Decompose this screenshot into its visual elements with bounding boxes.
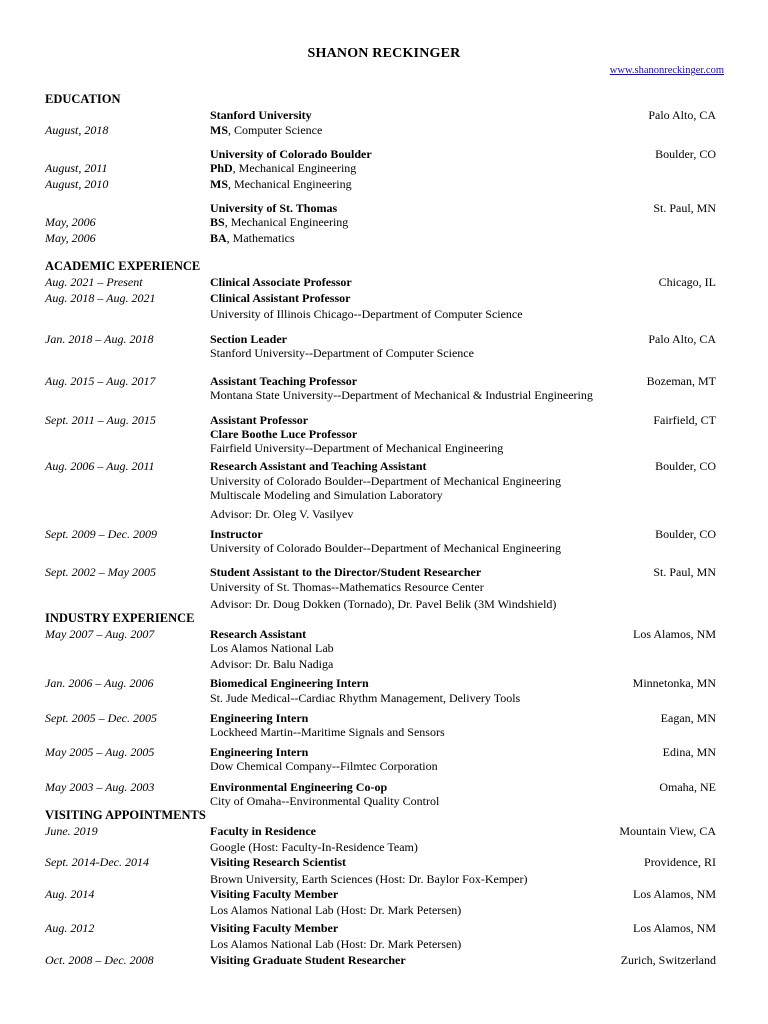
organization: University of Colorado Boulder--Department of Mechanical Engineering [210,474,561,488]
date: Jan. 2006 – Aug. 2006 [45,676,154,690]
website-link[interactable]: www.shanonreckinger.com [609,65,724,76]
job-title: Assistant Teaching Professor [210,374,358,388]
job-row [0,854,768,870]
degree-row [0,176,768,192]
location: Palo Alto, CA [648,332,716,346]
organization: University of Illinois Chicago--Department of Computer Science [210,307,523,321]
date: Jan. 2018 – Aug. 2018 [45,332,154,346]
date: Aug. 2014 [45,887,95,901]
date: May, 2006 [45,231,96,245]
section-heading-industry: INDUSTRY EXPERIENCE [45,611,195,625]
job-row [0,675,768,691]
job-title: Biomedical Engineering Intern [210,676,369,690]
location: Edina, MN [662,745,716,759]
organization: Stanford University--Department of Computer Science [210,346,474,360]
location: Palo Alto, CA [648,108,716,122]
job-row [0,920,768,936]
organization: Lockheed Martin--Maritime Signals and Sensors [210,725,445,739]
degree-row [0,160,768,176]
date: Sept. 2011 – Aug. 2015 [45,413,156,427]
job-title: Instructor [210,527,263,541]
job-title: Clinical Associate Professor [210,275,352,289]
job-title: Section Leader [210,332,287,346]
institution-name: University of St. Thomas [210,201,338,215]
advisor: Advisor: Dr. Doug Dokken (Tornado), Dr. Pavel Belik (3M Windshield) [210,597,557,611]
job-row [0,886,768,902]
date: May 2007 – Aug. 2007 [45,627,155,641]
date: Sept. 2002 – May 2005 [45,565,156,579]
location: Boulder, CO [655,459,716,473]
advisor: Advisor: Dr. Oleg V. Vasilyev [210,507,354,521]
location: Mountain View, CA [619,824,716,838]
job-title: Clare Boothe Luce Professor [210,427,358,441]
location: Boulder, CO [655,147,716,161]
job-row [0,823,768,839]
job-title: Clinical Assistant Professor [210,291,351,305]
location: Bozeman, MT [646,374,716,388]
job-title: Student Assistant to the Director/Student Researcher [210,565,482,579]
organization: Brown University, Earth Sciences (Host: Dr. Baylor Fox-Kemper) [210,872,528,886]
job-row [0,458,768,474]
job-title: Visiting Research Scientist [210,855,346,869]
resume-name: SHANON RECKINGER [307,46,461,61]
degree-text: PhD, Mechanical Engineering [210,161,357,175]
location: Omaha, NE [659,780,716,794]
date: August, 2010 [45,177,109,191]
degree-text: BA, Mathematics [210,231,295,245]
degree-row [0,230,768,246]
job-title: Visiting Graduate Student Researcher [210,953,406,967]
location: St. Paul, MN [653,201,716,215]
location: St. Paul, MN [653,565,716,579]
date: May 2003 – Aug. 2003 [45,780,155,794]
education-entry [0,107,768,123]
location: Zurich, Switzerland [620,953,716,967]
organization: Los Alamos National Lab [210,641,334,655]
organization: St. Jude Medical--Cardiac Rhythm Management, Delivery Tools [210,691,521,705]
date: Aug. 2012 [45,921,95,935]
date: Oct. 2008 – Dec. 2008 [45,953,154,967]
job-title: Visiting Faculty Member [210,921,339,935]
organization: City of Omaha--Environmental Quality Control [210,794,440,808]
date: August, 2011 [45,161,108,175]
location: Boulder, CO [655,527,716,541]
job-row [0,290,768,306]
job-title: Engineering Intern [210,745,309,759]
job-row [0,274,768,290]
degree-row [0,122,768,138]
date: Sept. 2014-Dec. 2014 [45,855,149,869]
institution-name: University of Colorado Boulder [210,147,372,161]
institution-name: Stanford University [210,108,312,122]
date: Aug. 2021 – Present [45,275,143,289]
job-title: Engineering Intern [210,711,309,725]
organization: University of St. Thomas--Mathematics Resource Center [210,580,484,594]
degree-text: MS, Computer Science [210,123,323,137]
location: Providence, RI [644,855,716,869]
date: May 2005 – Aug. 2005 [45,745,155,759]
location: Los Alamos, NM [632,887,716,901]
degree-row [0,214,768,230]
section-heading-education: EDUCATION [45,92,121,106]
job-row [0,564,768,580]
job-title: Assistant Professor [210,413,309,427]
location: Los Alamos, NM [632,921,716,935]
location: Minnetonka, MN [632,676,716,690]
location: Chicago, IL [658,275,716,289]
section-heading-visiting: VISITING APPOINTMENTS [45,808,206,822]
organization: Google (Host: Faculty-In-Residence Team) [210,840,418,854]
organization: Los Alamos National Lab (Host: Dr. Mark Petersen) [210,903,462,917]
location: Fairfield, CT [653,413,716,427]
organization: Fairfield University--Department of Mechanical Engineering [210,441,504,455]
date: Sept. 2005 – Dec. 2005 [45,711,157,725]
date: May, 2006 [45,215,96,229]
advisor: Advisor: Dr. Balu Nadiga [210,657,334,671]
organization: Los Alamos National Lab (Host: Dr. Mark Petersen) [210,937,462,951]
job-title: Faculty in Residence [210,824,316,838]
location: Los Alamos, NM [632,627,716,641]
job-title: Research Assistant and Teaching Assistant [210,459,427,473]
organization: University of Colorado Boulder--Department of Mechanical Engineering [210,541,561,555]
date: August, 2018 [45,123,109,137]
job-title: Research Assistant [210,627,307,641]
job-title: Visiting Faculty Member [210,887,339,901]
organization: Dow Chemical Company--Filmtec Corporation [210,759,438,773]
date: Aug. 2018 – Aug. 2021 [45,291,156,305]
location: Eagan, MN [660,711,716,725]
organization: Montana State University--Department of Mechanical & Industrial Engineering [210,388,593,402]
date: Aug. 2015 – Aug. 2017 [45,374,156,388]
date: Aug. 2006 – Aug. 2011 [45,459,155,473]
date: June. 2019 [45,824,98,838]
section-heading-academic: ACADEMIC EXPERIENCE [45,259,201,273]
job-row [0,952,768,968]
lab: Multiscale Modeling and Simulation Laboratory [210,488,443,502]
degree-text: BS, Mechanical Engineering [210,215,349,229]
degree-text: MS, Mechanical Engineering [210,177,352,191]
job-title: Environmental Engineering Co-op [210,780,388,794]
date: Sept. 2009 – Dec. 2009 [45,527,157,541]
